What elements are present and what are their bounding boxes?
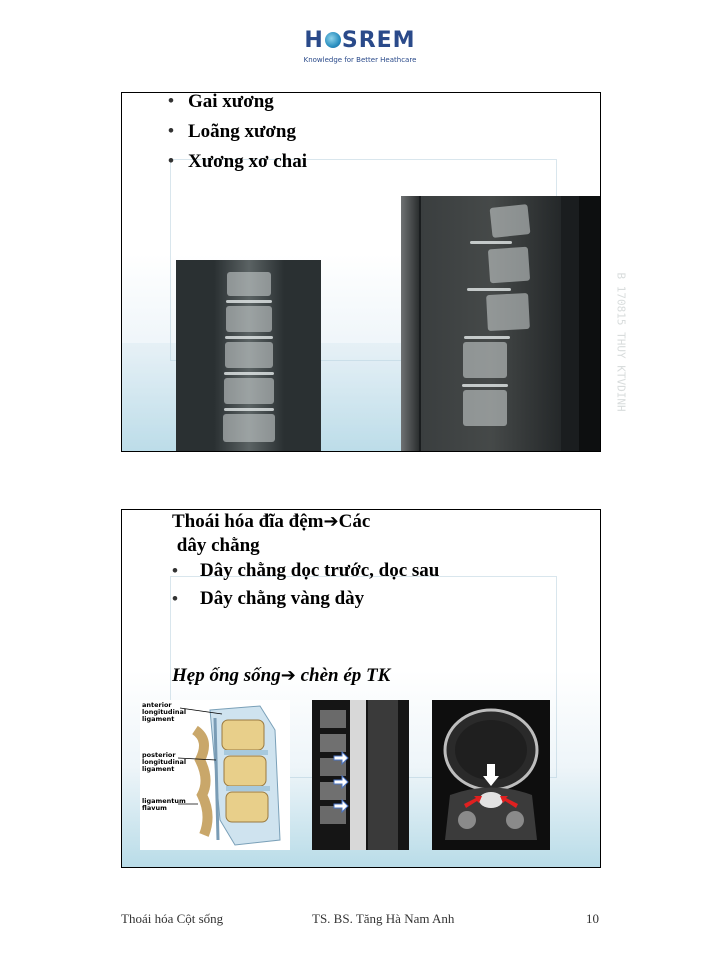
xray-lumbar-ap — [176, 260, 321, 451]
logo-wordmark: H SREM — [304, 28, 416, 53]
logo-tagline: Knowledge for Better Heathcare — [303, 56, 417, 64]
bullet-item: • Gai xương — [168, 91, 274, 112]
slide-1-bullet-list — [160, 87, 307, 177]
label-posterior-ligament: posterior longitudinal ligament — [142, 751, 187, 773]
footer-page-number: 10 — [586, 911, 599, 926]
arrow-right-icon: ➔ — [323, 511, 339, 532]
arrow-right-icon: ➔ — [280, 665, 296, 686]
mri-axial — [432, 700, 550, 850]
bullet-item: • Loãng xương — [168, 121, 296, 142]
footer-author: TS. BS. Tăng Hà Nam Anh — [312, 911, 455, 926]
slide-2-title: Thoái hóa đĩa đệm➔Các dây chằng — [172, 511, 371, 556]
bullet-item: • Xương xơ chai — [168, 151, 308, 172]
slide-2-bullet-list — [164, 560, 464, 616]
slide-1 — [121, 91, 628, 452]
footer-course-title: Thoái hóa Cột sống — [121, 911, 224, 926]
xray-film-label: B 170815 THUY KTVDINH — [614, 272, 628, 412]
label-ligamentum-flavum: ligamentum flavum — [142, 797, 186, 812]
slide-2 — [121, 509, 601, 868]
bullet-item: • Dây chằng vàng dày — [172, 588, 365, 609]
xray-lumbar-lateral — [401, 196, 628, 451]
bullet-item: • Dây chằng dọc trước, dọc sau — [172, 560, 440, 581]
label-anterior-ligament: anterior longitudinal ligament — [142, 701, 187, 723]
mri-sagittal — [312, 700, 409, 850]
globe-icon — [325, 32, 341, 48]
slide-2-conclusion: Hẹp ống sống➔ chèn ép TK — [172, 665, 391, 686]
hosrem-logo — [290, 28, 430, 64]
spine-ligament-illustration — [140, 700, 290, 850]
